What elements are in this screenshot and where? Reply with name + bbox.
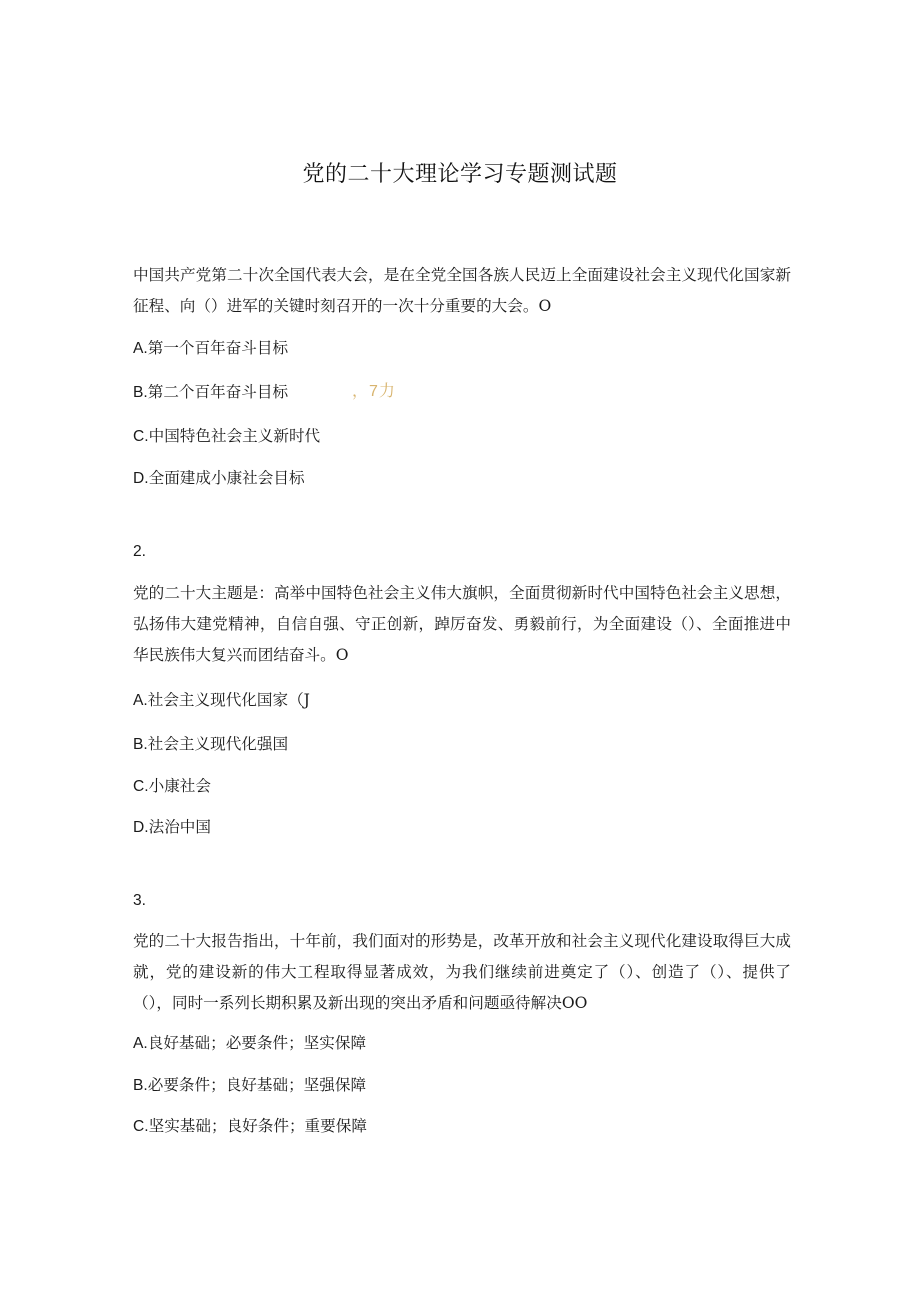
- option-text: 全面建成小康社会目标: [148, 469, 305, 487]
- option-letter: B.: [133, 384, 148, 401]
- option-letter: A.: [133, 1035, 148, 1052]
- option-text: 小康社会: [148, 777, 211, 795]
- question-2-option-c[interactable]: [133, 775, 211, 798]
- option-letter: C.: [133, 428, 149, 445]
- question-3-option-c[interactable]: [133, 1115, 367, 1138]
- question-1-option-a[interactable]: [133, 337, 288, 360]
- question-2-option-b[interactable]: [133, 733, 288, 756]
- question-3-text: 党的二十大报告指出，十年前，我们面对的形势是，改革开放和社会主义现代化建设取得巨大成就，党的建设新的伟大工程取得显著成效，为我们继续前进奠定了（）、创造了（）、提供了（），同时一系列长期积累及新出现的突出矛盾和问题亟待解决OO: [133, 932, 791, 1012]
- option-text: 第一个百年奋斗目标: [147, 339, 289, 357]
- option-letter: A.: [133, 692, 148, 709]
- option-text: 社会主义现代化强国: [147, 735, 289, 753]
- option-text: 社会主义现代化国家（J: [147, 691, 310, 709]
- question-1-text: 中国共产党第二十次全国代表大会，是在全党全国各族人民迈上全面建设社会主义现代化国家新征程、向（）进军的关键时刻召开的一次十分重要的大会。O: [133, 266, 791, 315]
- question-2-text: 党的二十大主题是：高举中国特色社会主义伟大旗帜，全面贯彻新时代中国特色社会主义思想，弘扬伟大建党精神，自信自强、守正创新，踔厉奋发、勇毅前行，为全面建设（）、全面推进中华民族伟大复兴而团结奋斗。O: [133, 584, 791, 664]
- option-letter: D.: [133, 819, 149, 836]
- option-text: 坚实基础；良好条件；重要保障: [148, 1117, 367, 1135]
- question-1-option-d[interactable]: [133, 467, 305, 490]
- option-letter: C.: [133, 1118, 149, 1135]
- question-3-number: 3.: [133, 892, 147, 909]
- option-letter: C.: [133, 778, 149, 795]
- stray-mark: ，7力: [352, 383, 396, 400]
- question-3-option-a[interactable]: [133, 1032, 366, 1055]
- option-text: 良好基础；必要条件；坚实保障: [147, 1034, 367, 1052]
- option-letter: B.: [133, 736, 148, 753]
- option-letter: D.: [133, 470, 149, 487]
- document-title: 党的二十大理论学习专题测试题: [302, 162, 618, 187]
- option-text: 法治中国: [148, 818, 211, 836]
- question-3-option-b[interactable]: [133, 1074, 366, 1097]
- question-2-option-a[interactable]: [133, 689, 310, 712]
- question-2-number: 2.: [133, 543, 147, 560]
- question-2-option-d[interactable]: [133, 816, 211, 839]
- option-text: 必要条件；良好基础；坚强保障: [147, 1076, 367, 1094]
- option-text: 中国特色社会主义新时代: [148, 427, 321, 445]
- question-1-option-c[interactable]: [133, 425, 320, 448]
- option-letter: A.: [133, 340, 148, 357]
- option-letter: B.: [133, 1077, 148, 1094]
- option-text: 第二个百年奋斗目标: [147, 383, 289, 401]
- question-1-option-b[interactable]: [133, 381, 288, 404]
